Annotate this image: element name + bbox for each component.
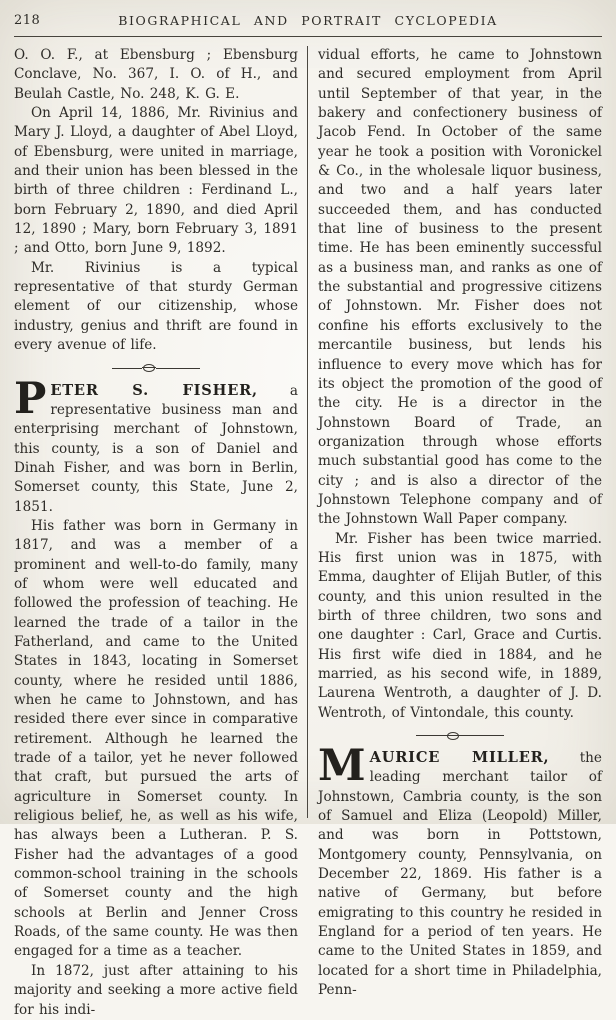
drop-cap-initial: M [318,741,366,792]
divider-ornament-icon [143,364,155,372]
running-head [14,10,602,34]
divider-line [112,368,142,369]
right-column [307,46,602,999]
divider-line [460,735,504,736]
biography-paragraph: MAURICE MILLER, the leading merchant tailor of Johnstown, Cambria county, is the son of Samuel and Eliza (Leopold) Miller, and was born in Pottstown, Montgomery county, Pennsylvania, on December 22, 1869. His father is a native of Germany, but before emigrating to this country he resided in England for a period of ten years. He came to the United States in 1859, and located for a short time in Philadelphia, Penn- [318,741,602,999]
body-paragraph: Mr. Fisher has been twice married. His first union was in 1875, with Emma, daughter of Elijah Butler, of this county, and this union resulted in the birth of three children, two sons and one daughter : Carl, Grace and Curtis. His first wife died in 1884, and he married, as his second wife, in 1889, Laurena Wentroth, a daughter of J. D. Wentroth, of Vintondale, this county. [318,530,602,721]
left-column [14,46,307,1018]
body-paragraph: O. O. F., at Ebensburg ; Ebensburg Conclave, No. 367, I. O. of H., and Beulah Castle, No. 248, K. G. E. [14,47,298,102]
person-name: AURICE MILLER, [369,749,550,767]
section-divider [14,363,298,374]
section-divider [318,730,602,741]
body-paragraph: On April 14, 1886, Mr. Rivinius and Mary J. Lloyd, a daughter of Abel Lloyd, of Ebensburg, were united in marriage, and their union has been blessed in the birth of three children : Ferdinand L., born February 2, 1890, and died April 12, 1890 ; Mary, born February 3, 1891 ; and Otto, born June 9, 1892. [14,105,298,257]
body-paragraph: In 1872, just after attaining to his majority and seeking a more active field for his indi- [14,962,298,1018]
person-name: ETER S. FISHER, [50,381,258,399]
body-paragraph: His father was born in Germany in 1817, and was a member of a prominent and well-to-do family, many of whom were well educated and followed the profession of teaching. He learned the trade of a tailor in the Fatherland, and came to the United States in 1843, locating in Somerset county, where he resided until 1886, when he came to Johnstown, and has resided there ever since in comparative retirement. Although he learned the trade of a tailor, yet he never followed that craft, but pursued the arts of agriculture in Somerset county. In religious belief, he, as well as his wife, has always been a Lutheran. P. S. Fisher had the advantages of a good common-school training in the schools of Somerset county and the high schools at Berlin and Jenner Cross Roads, of the same county. He was then engaged for a time as a teacher. [14,517,298,960]
page-number: 218 [14,13,41,28]
body-paragraph: Mr. Rivinius is a typical representative of that sturdy German element of our citizenship, whose industry, genius and thrift are found in every avenue of life. [14,259,298,354]
divider-line [416,735,446,736]
running-title: BIOGRAPHICAL AND PORTRAIT CYCLOPEDIA [118,13,498,28]
body-paragraph: vidual efforts, he came to Johnstown and secured employment from April until September of that year, in the bakery and confectionery business of Jacob Fend. In October of the same year he took a position with Voronickel & Co., in the wholesale liquor business, and two and a half years later succeeded them, and has conducted that line of business to the present time. He has been eminently successful as a business man, and ranks as one of the substantial and progressive citizens of Johnstown. Mr. Fisher does not confine his efforts exclusively to the mercantile business, but lends his influence to every move which has for its object the promotion of the good of the city. He is a director in the Johnstown Board of Trade, an organization through whose efforts much substantial good has come to the city ; and is also a director of the Johnstown Telephone company and of the Johnstown Wall Paper company. [318,47,602,528]
divider-line [156,368,200,369]
divider-ornament-icon [447,732,459,740]
biography-paragraph: PETER S. FISHER, a representative business man and enterprising merchant of Johnstown, this county, is a son of Daniel and Dinah Fisher, and was born in Berlin, Somerset county, this State, June 2, 1851. [14,373,298,515]
drop-cap-initial: P [14,373,47,424]
header-rule [14,36,602,37]
text-columns [14,46,602,1018]
